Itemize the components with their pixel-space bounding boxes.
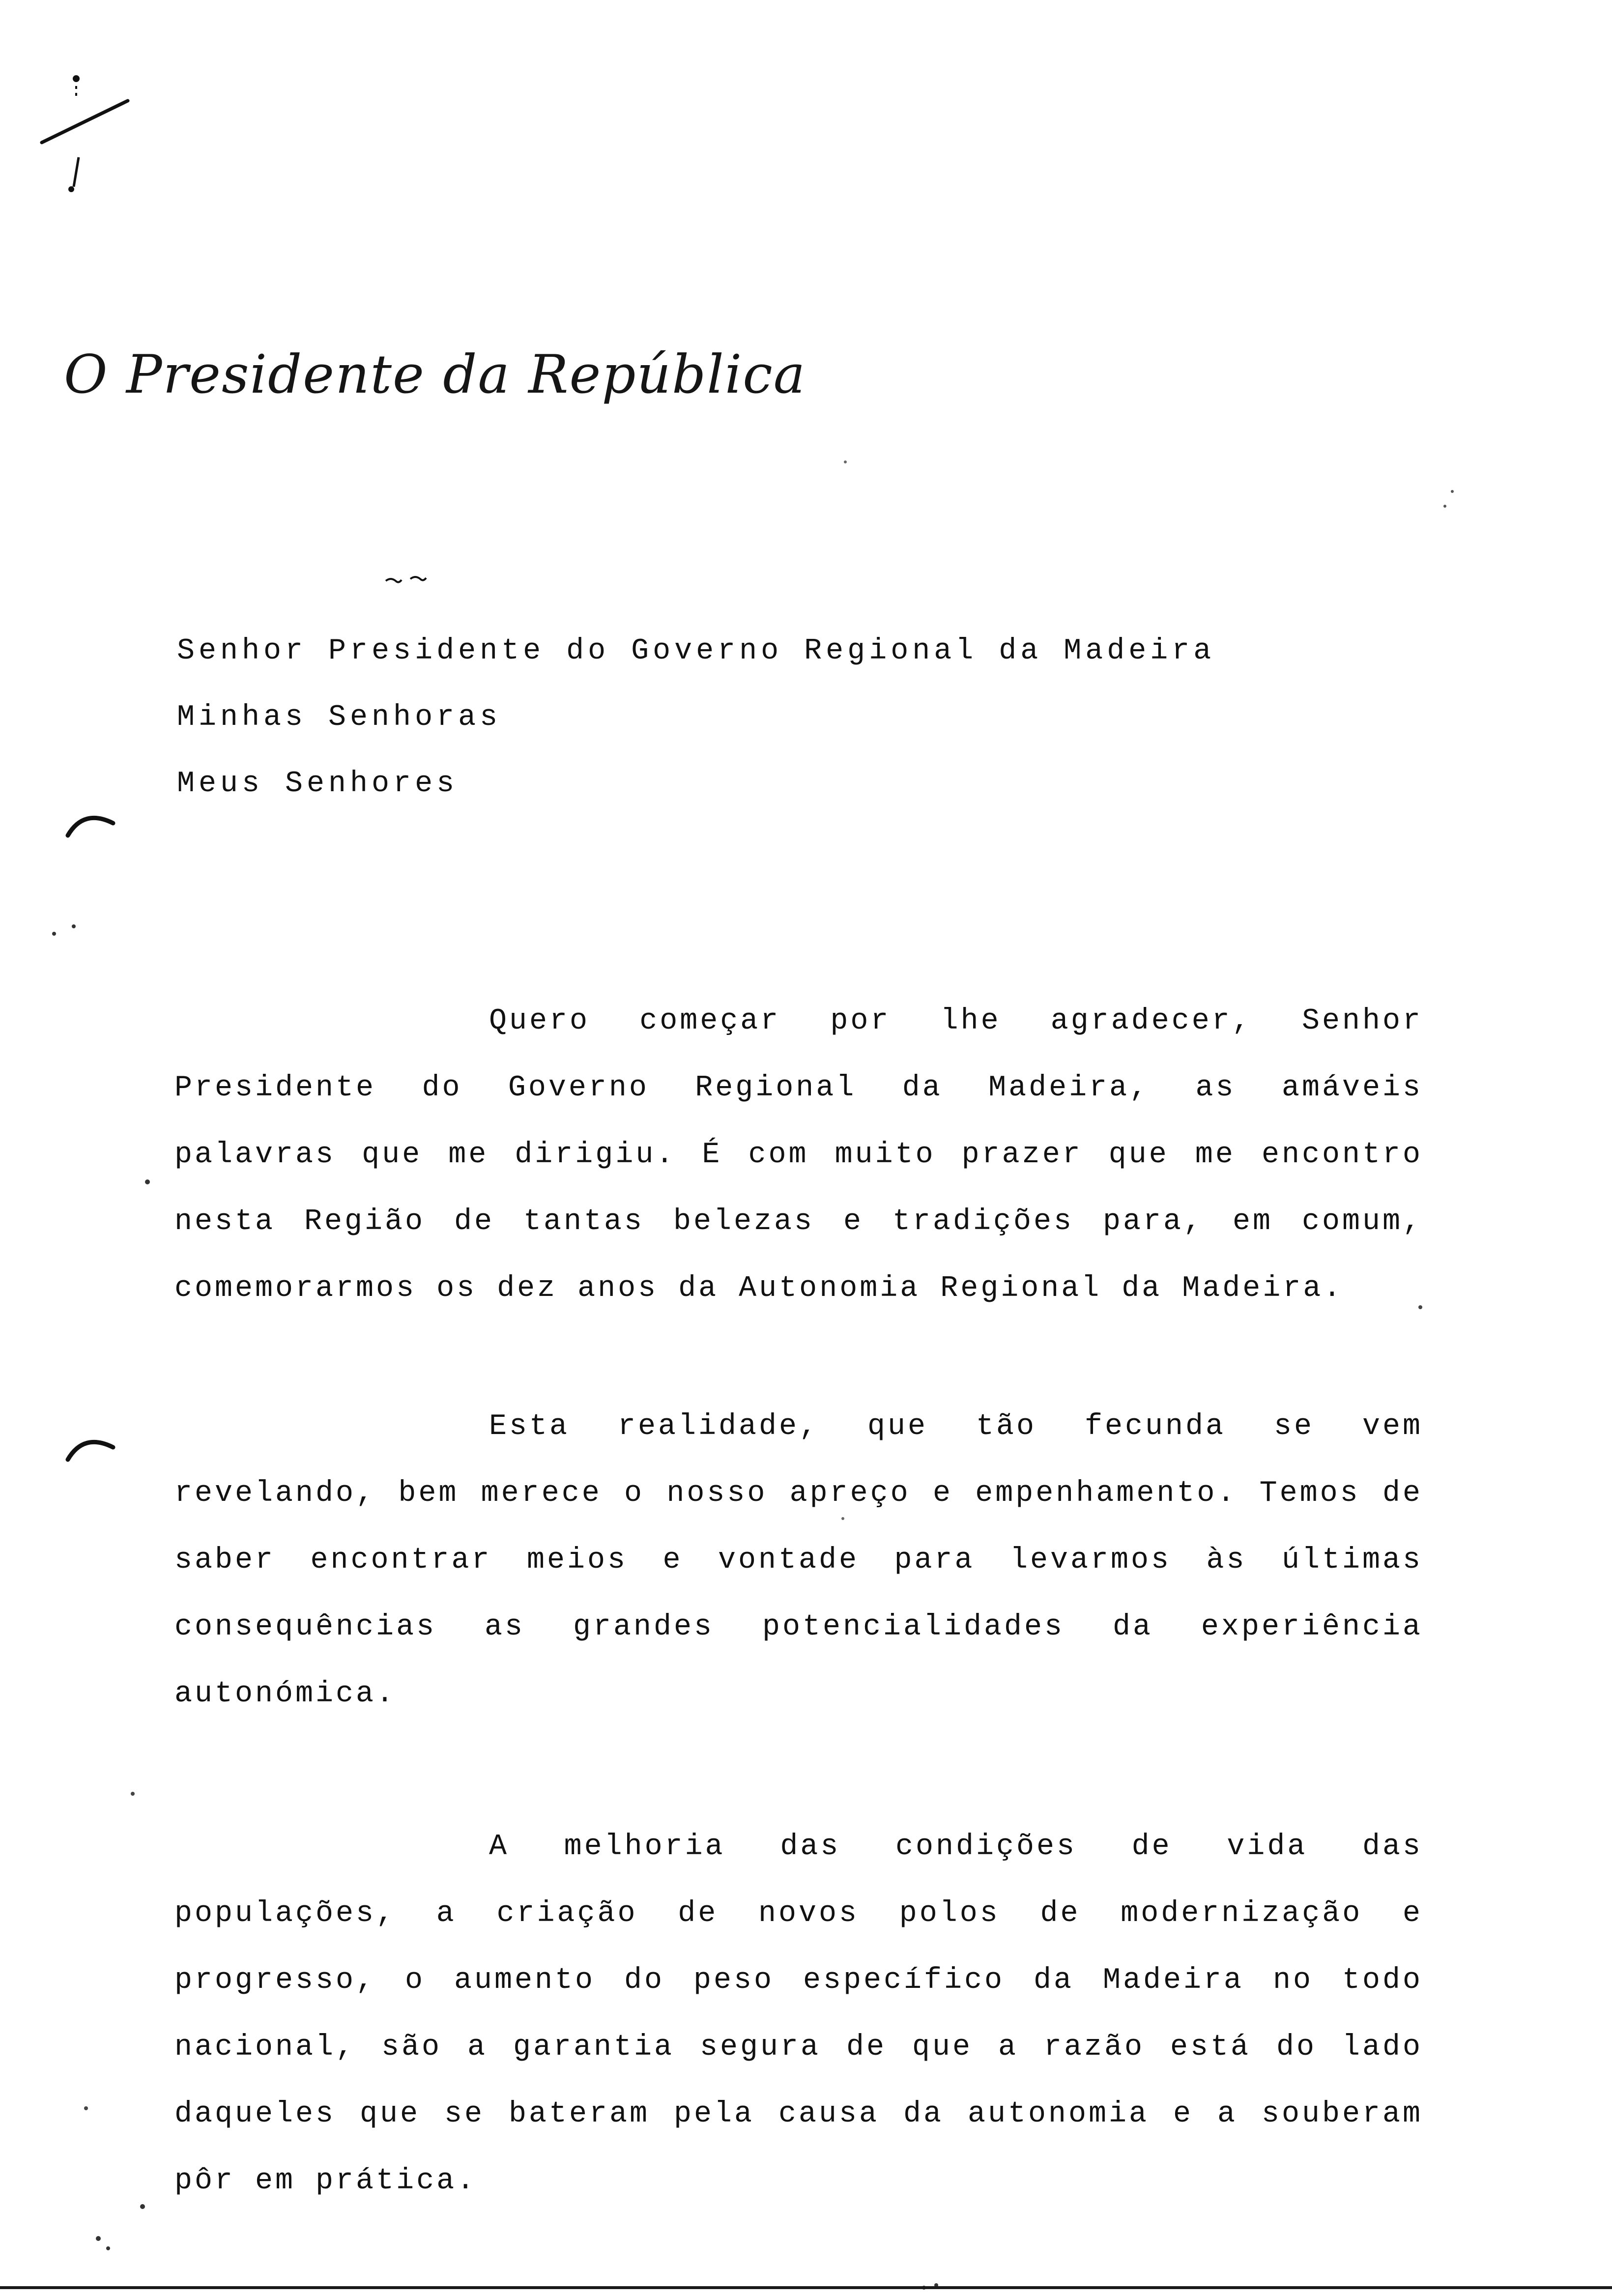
salutation-line-3: Meus Senhores — [177, 767, 459, 801]
bottom-rule — [0, 2286, 1612, 2289]
paragraph-1: Quero começar por lhe agradecer, Senhor Presidente do Governo Regional da Madeira, as amáveis palavras que me dirigiu. É com muito prazer que me encontro nesta Região de tantas belezas e tradições para, em comum, comemorarmos os dez anos da Autonomia Regional da Madeira. — [174, 1004, 1423, 1305]
salutation-line-1: Senhor Presidente do Governo Regional da Madeira — [177, 634, 1215, 668]
paragraph-3: A melhoria das condições de vida das populações, a criação de novos polos de modernização e progresso, o aumento do peso específico da Madeira no todo nacional, são a garantia segura de que a razão está do lado daqueles que se bateram pela causa da autonomia e a souberam pôr em prática. — [174, 1830, 1423, 2198]
paragraph-2: Esta realidade, que tão fecunda se vem revelando, bem merece o nosso apreço e empenhamento. Temos de saber encontrar meios e vontade para levarmos às últimas consequências as grandes potencialidades da experiência autonómica. — [174, 1410, 1423, 1711]
salutation-line-2: Minhas Senhoras — [177, 701, 502, 734]
letterhead-title: O Presidente da República — [64, 344, 806, 405]
